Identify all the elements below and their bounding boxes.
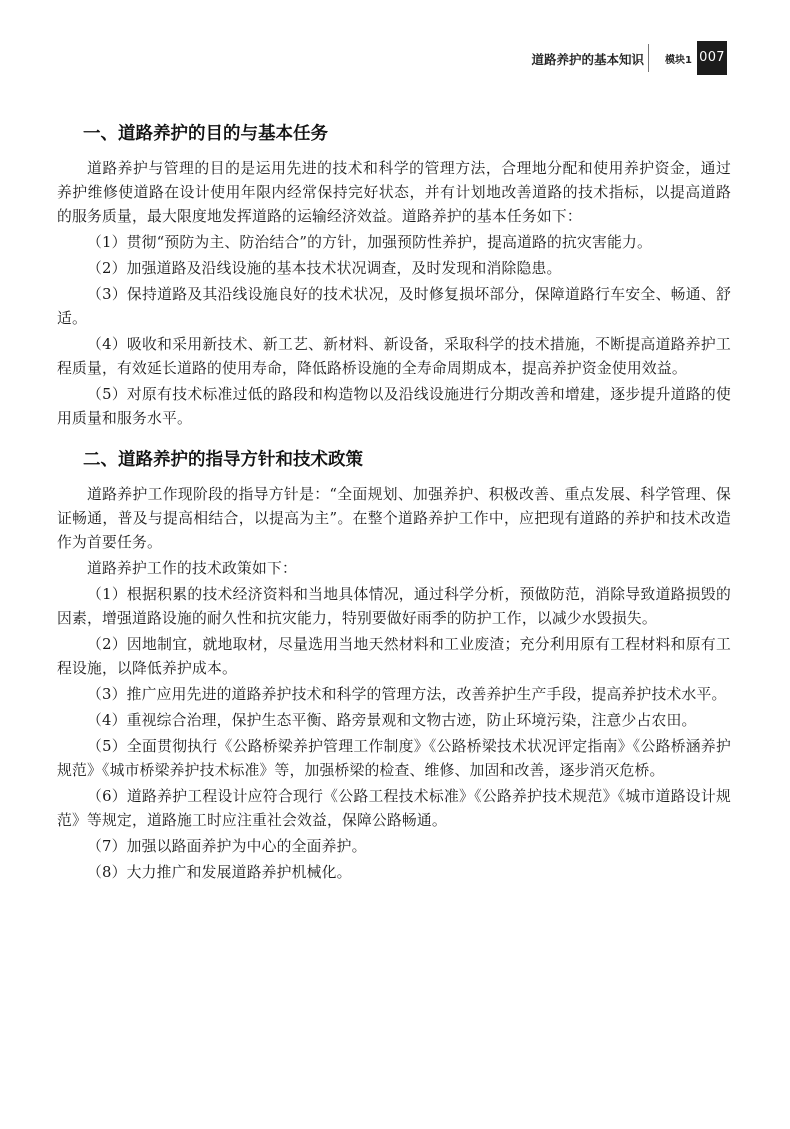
list-item: （5）全面贯彻执行《公路桥梁养护管理工作制度》《公路桥梁技术状况评定指南》《公路桥涵养护规范》《城市桥梁养护技术标准》等，加强桥梁的检查、维修、加固和改善，逐步消灭危桥。 (57, 738, 731, 779)
section-purpose-tasks (57, 123, 731, 431)
list-item: （6）道路养护工程设计应符合现行《公路工程技术标准》《公路养护技术规范》《城市道路设计规范》等规定，道路施工时应注重社会效益，保障公路畅通。 (57, 788, 731, 829)
running-title: 道路养护的基本知识 (531, 52, 644, 67)
page-body (57, 123, 731, 887)
list-item: （2）加强道路及沿线设施的基本技术状况调查，及时发现和消除隐患。 (87, 260, 562, 277)
list-item: （4）吸收和采用新技术、新工艺、新材料、新设备，采取科学的技术措施，不断提高道路养护工程质量，有效延长道路的使用寿命，降低路桥设施的全寿命周期成本，提高养护资金使用效益。 (57, 336, 731, 377)
list-item: （2）因地制宜，就地取材，尽量选用当地天然材料和工业废渣；充分利用原有工程材料和原有工程设施，以降低养护成本。 (57, 636, 731, 677)
page-header (0, 38, 790, 78)
section-heading: 一、道路养护的目的与基本任务 (83, 124, 328, 144)
module-label: 模块1 (665, 55, 692, 66)
list-item: （1）根据积累的技术经济资料和当地具体情况，通过科学分析，预做防范，消除导致道路损毁的因素，增强道路设施的耐久性和抗灾能力，特别要做好雨季的防护工作，以减少水毁损失。 (57, 586, 731, 627)
paragraph: 道路养护工作的技术政策如下： (87, 560, 297, 577)
list-item: （1）贯彻“预防为主、防治结合”的方针，加强预防性养护，提高道路的抗灾害能力。 (87, 234, 653, 251)
list-item: （7）加强以路面养护为中心的全面养护。 (87, 838, 367, 855)
page-number-badge: 007 (697, 41, 727, 75)
header-divider (648, 44, 649, 72)
paragraph: 道路养护与管理的目的是运用先进的技术和科学的管理方法，合理地分配和使用养护资金，通过养护维修使道路在设计使用年限内经常保持完好状态，并有计划地改善道路的技术指标，以提高道路的服务质量，最大限度地发挥道路的运输经济效益。道路养护的基本任务如下： (57, 160, 731, 225)
list-item: （3）保持道路及其沿线设施良好的技术状况，及时修复损坏部分，保障道路行车安全、畅通、舒适。 (57, 286, 731, 327)
section-heading: 二、道路养护的指导方针和技术政策 (83, 450, 363, 470)
paragraph: 道路养护工作现阶段的指导方针是：“全面规划、加强养护、积极改善、重点发展、科学管理、保证畅通，普及与提高相结合，以提高为主”。在整个道路养护工作中，应把现有道路的养护和技术改造作为首要任务。 (57, 486, 731, 551)
list-item: （8）大力推广和发展道路养护机械化。 (87, 864, 352, 881)
section-guidelines-policies (57, 449, 731, 885)
list-item: （4）重视综合治理，保护生态平衡、路旁景观和文物古迹，防止环境污染，注意少占农田。 (87, 712, 697, 729)
list-item: （5）对原有技术标准过低的路段和构造物以及沿线设施进行分期改善和增建，逐步提升道路的使用质量和服务水平。 (57, 386, 731, 427)
list-item: （3）推广应用先进的道路养护技术和科学的管理方法，改善养护生产手段，提高养护技术水平。 (87, 686, 727, 703)
